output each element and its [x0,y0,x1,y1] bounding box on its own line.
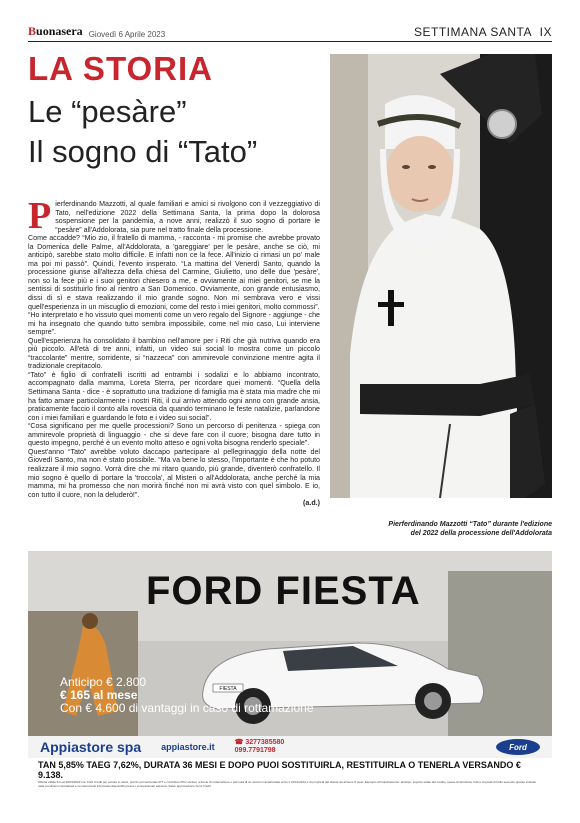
logo-rest: uonasera [36,24,83,38]
paragraph-5: “Tato” è figlio di confratelli iscritti ad entrambi i sodalizi e lo abbiamo incontrato, accompagnato dalla mamma, Loreta Sterra, per ricordare quei momenti. “Quella della Settimana Santa - dice - è soprattutto una tradizione di famiglia ma è stata mia madre che mi ha fatto amare particolarmente i nostri Riti, il cui arrivo attendo ogni anno con grande ansia, praticamente faccio il conto alla rovescia da quando terminano le feste natalizie, parlandone con i miei familiari e guardando le foto e i video sui social”. [28,370,320,422]
dealer-website[interactable]: appiastore.it [161,742,215,752]
title-line-2: Il sogno di “Tato” [28,134,258,169]
caption-line-1: Pierferdinando Mazzotti “Tato” durante l'edizione [388,521,552,528]
ford-fiesta-advertisement[interactable] [28,551,552,795]
ad-dealer-bar [28,736,552,758]
photo-caption [368,520,552,538]
paragraph-4: Quell'esperienza ha consolidato il bambino nell'amore per i Riti che già nutriva quando era più piccolo. All'età di tre anni, infatti, un video sui social lo mostra come un piccolo “traccolante” mentre, sorridente, si “nazzeca” con ammirevole convinzione mentre agita il tradizionale crepitacolo. [28,336,320,371]
paragraph-3: “Ho interpretato e ho vissuto quei momenti come un vero regalo del Signore - aggiunge - che mi ha insegnato che quando tutto sembra impossibile, come nel mio caso, Lui interviene sempre”. [28,311,320,337]
article-kicker: LA STORIA [28,50,214,87]
offer-monthly: € 165 al mese [60,688,138,702]
ad-terms [28,758,552,795]
header-left [28,24,165,39]
article-body [28,200,320,540]
issue-date: Giovedì 6 Aprile 2023 [88,30,166,39]
title-line-1: Le “pesàre” [28,94,187,129]
dealer-name: Appiastore spa [40,739,142,755]
article-photo [330,54,552,498]
author-signature: (a.d.) [303,499,320,508]
offer-scrappage: Con € 4.600 di vantaggi in caso di rottamazione [60,701,314,715]
page-header [28,26,552,42]
ford-logo: Ford [496,739,540,755]
terms-fine-print: Offerta valida fino al 30/04/2023 con Ford Credit per vetture in stock, prezzo promozionale IPT e contributo PFU esclusi, a fronte di rottamazione o permuta di un veicolo immatricolato entro il 31/12/2012 e di proprietà del cliente da almeno 6 mesi. Esempio di finanziamento: anticipo, importo totale del credito, spese di istruttoria, bolli e imposta di bollo secondo quanto indicato nelle condizioni contrattuali e nei documenti informativi disponibili presso i concessionari aderenti. Salvo approvazione Ford Credit. [38,780,537,788]
page-number: IX [539,25,552,39]
section-name: SETTIMANA SANTA [414,25,532,39]
paragraph-7: Quest'anno “Tato” avrebbe voluto daccapo partecipare al pellegrinaggio della notte del Giovedì Santo, ma non è stato possibile. “Ma va bene lo stesso, l'importante è che ho potuto realizzare il mio sogno. Vorrà dire che mi ritaro quando, più grande, diventerò confratello. Il mio sogno è quello di portare la 'troccola', al Misteri o all'Addolorata, anche perché la mia mamma, mi ha promesso che non morirà finché non mi avrà visto con quel simbolo. E io, con tutto il cuore, non la deluderò!”. [28,447,320,499]
offer-down-payment: Anticipo € 2.800 [60,675,147,689]
article-title [28,92,328,172]
ad-brand-name: FORD FIESTA [146,569,421,613]
paragraph-1: ierferdinando Mazzotti, al quale familiari e amici si rivolgono con il vezzeggiativo di Tato, nell'edizione 2022 della Settimana Santa, la prima dopo la dolorosa sospensione per la pandemia, a nove anni, realizzò il suo sogno di portare le “pesàre” all'Addolorata, sia pure nel tratto finale della processione. [55,200,320,234]
license-plate-text: FIESTA [219,686,237,692]
phone-number-1: 3277385580 [245,739,285,746]
child-in-white-robe-illustration [330,54,552,498]
dealer-phones [235,739,285,755]
drop-cap: P [28,200,52,237]
paragraph-2: Come accadde? “Mio zio, il fratello di mamma, - racconta - mi promise che avrebbe provato la Domenica delle Palme, all'Addolorata, a 'gareggiare' per le pesàre, anche se ciò, mi anticipò, sarebbe stato molto difficile. E infatti non ce la fece. All'inizio ci rimasi un po' male ma poi mi passò”. Quindi, l'evento insperato. “La mattina del Venerdì Santo, quando la processione giunse all'altezza della chiesa del Carmine, Giulietto, uno delle due 'pesàre', non so la fece più e i suoi genitori chiesero a me, e ovviamente ai miei genitori, se me la sentissi di sostituirlo fino al rientro a San Domenico. Ovviamente, con grande entusiasmo, dissi di sì e stava realizzando il mio grande sogno. Non mi sembrava vero e vissi quell'esperienza in un miscuglio di emozioni, come del resto i miei genitori, molto commossi”. [28,234,320,311]
ad-offer [60,676,314,715]
logo-initial: B [28,24,37,38]
paragraph-6: “Cosa significano per me quelle processioni? Sono un percorso di penitenza - spiega con ammirevole proprietà di linguaggio - che si deve fare con il cuore; bisogna dare tutto in questo impegno, perché è un evento molto atteso e ogni volta bisogna renderlo speciale”. [28,422,320,448]
caption-line-2: del 2022 della processione dell'Addolorata [410,530,552,537]
phone-icon: ☎ [234,739,244,746]
section-label [414,25,552,39]
newspaper-logo [28,24,83,39]
phone-number-2: 099.7791798 [234,747,276,754]
terms-headline: TAN 5,85% TAEG 7,62%, DURATA 36 MESI E DOPO PUOI SOSTITUIRLA, RESTITUIRLA O TENERLA VERSANDO € 9.138. [38,760,521,780]
